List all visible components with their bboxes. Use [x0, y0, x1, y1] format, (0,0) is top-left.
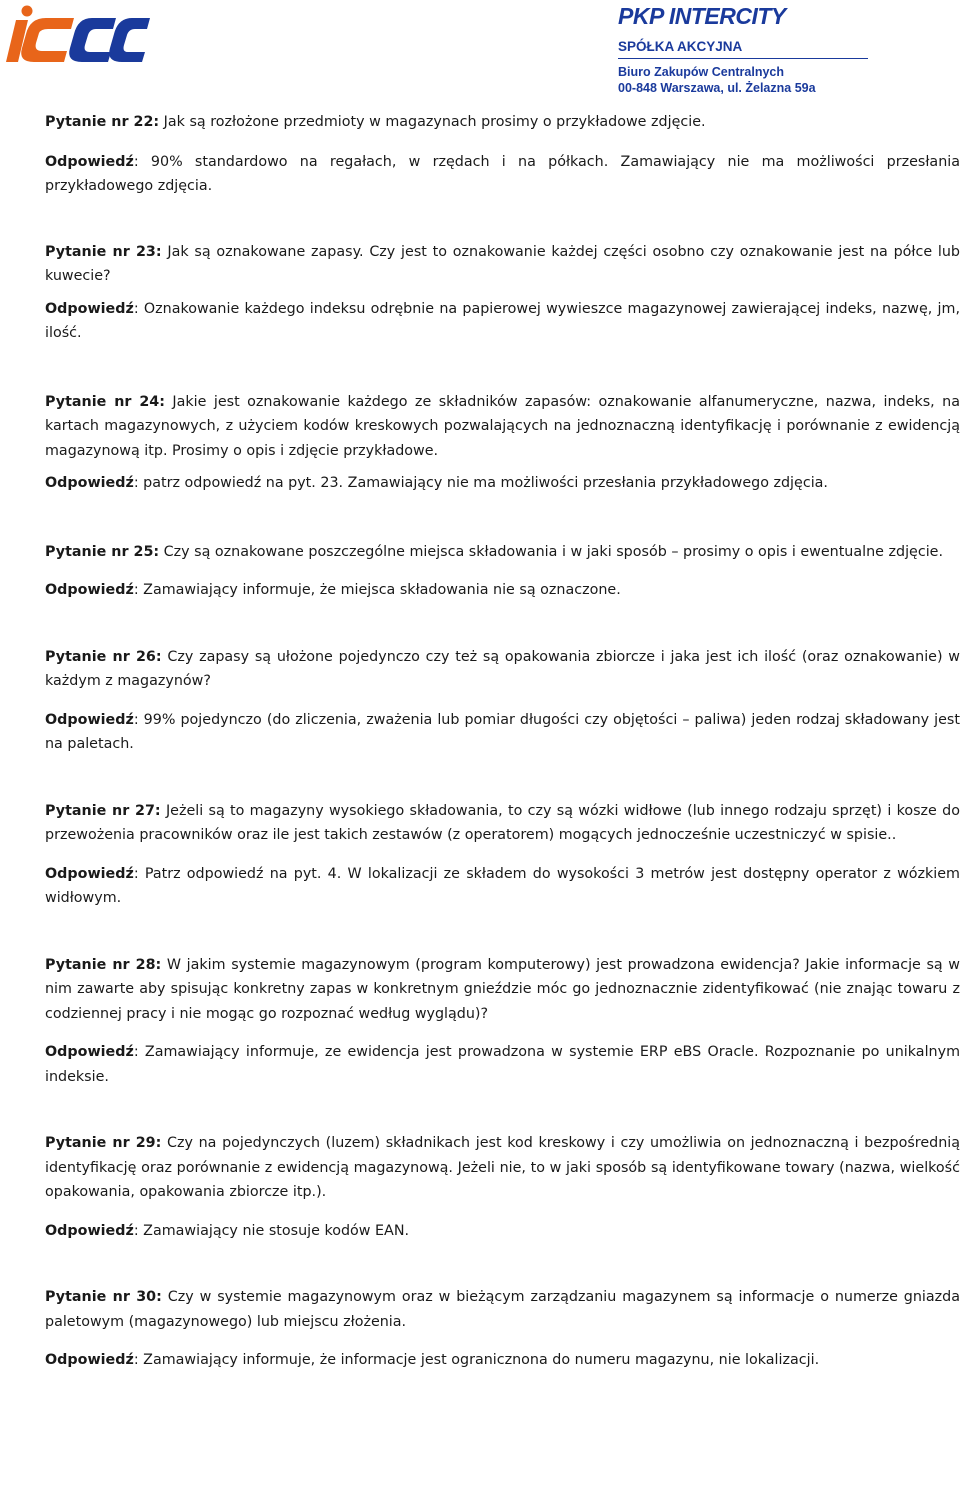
letterhead: [0, 0, 960, 100]
question-30: Pytanie nr 30: Czy w systemie magazynowym oraz w bieżącym zarządzaniu magazynem są informacje o numerze gniazda paletowym (magazynowego) lub miejscu złożenia.: [45, 1289, 960, 1330]
question-27: Pytanie nr 27: Jeżeli są to magazyny wysokiego składowania, to czy są wózki widłowe (lub innego rodzaju sprzęt) i kosze do przewożenia pracowników oraz ile jest takich zestawów (z operatorem) mogących jednocześnie uczestniczyć w spisie..: [45, 802, 960, 843]
question-23: Pytanie nr 23: Jak są oznakowane zapasy. Czy jest to oznakowanie każdej części osobno czy oznakowanie jest na półce lub kuwecie?: [45, 243, 960, 284]
answer-28: Odpowiedź: Zamawiający informuje, ze ewidencja jest prowadzona w systemie ERP eBS Oracle. Rozpoznanie po unikalnym indeksie.: [45, 1044, 960, 1085]
question-24: Pytanie nr 24: Jakie jest oznakowanie każdego ze składników zapasów: oznakowanie alfanumeryczne, nazwa, indeks, na kartach magazynowych, z użyciem kodów kreskowych pozwalających na jednoznaczną identyfikację i porównanie z ewidencją magazynową itp. Prosimy o opis i zdjęcie przykładowe.: [45, 393, 960, 459]
ic-logo-icon: [4, 4, 154, 66]
company-type: SPÓŁKA AKCYJNA: [618, 38, 868, 59]
qa-content: [45, 110, 960, 1373]
company-block: [618, 2, 868, 96]
office-address: 00-848 Warszawa, ul. Żelazna 59a: [618, 81, 816, 95]
answer-24: Odpowiedź: patrz odpowiedź na pyt. 23. Zamawiający nie ma możliwości przesłania przykładowego zdjęcia.: [45, 475, 828, 491]
answer-27: Odpowiedź: Patrz odpowiedź na pyt. 4. W lokalizacji ze składem do wysokości 3 metrów jest dostępny operator z wózkiem widłowym.: [45, 865, 960, 906]
answer-29: Odpowiedź: Zamawiający nie stosuje kodów EAN.: [45, 1222, 410, 1239]
office-name: Biuro Zakupów Centralnych: [618, 65, 784, 79]
answer-22: Odpowiedź: 90% standardowo na regałach, w rzędach i na półkach. Zamawiający nie ma możliwości przesłania przykładowego zdjęcia.: [45, 153, 960, 194]
question-29: Pytanie nr 29: Czy na pojedynczych (luzem) składnikach jest kod kreskowy i czy umożliwia on jednoznaczną i bezpośrednią identyfikację oraz porównanie z ewidencją magazynową. Jeżeli nie, to w jaki sposób są identyfikowane towary (nazwa, wielkość opakowania, opakowania zbiorcze itp.).: [45, 1135, 960, 1200]
answer-30: Odpowiedź: Zamawiający informuje, że informacje jest ogranicznona do numeru magazynu, nie lokalizacji.: [45, 1352, 820, 1368]
answer-25: Odpowiedź: Zamawiający informuje, że miejsca składowania nie są oznaczone.: [45, 582, 621, 598]
question-25: Pytanie nr 25: Czy są oznakowane poszczególne miejsca składowania i w jaki sposób – prosimy o opis i ewentualne zdjęcie.: [45, 543, 944, 560]
question-22: Pytanie nr 22: Jak są rozłożone przedmioty w magazynach prosimy o przykładowe zdjęcie.: [45, 114, 706, 130]
answer-23: Odpowiedź: Oznakowanie każdego indeksu odrębnie na papierowej wywieszce magazynowej zawierającej indeks, nazwę, jm, ilość.: [45, 300, 960, 341]
question-26: Pytanie nr 26: Czy zapasy są ułożone pojedynczo czy też są opakowania zbiorcze i jaka jest ich ilość (oraz oznakowanie) w każdym z magazynów?: [45, 648, 960, 689]
company-brand: PKP INTERCITY: [618, 3, 786, 29]
answer-26: Odpowiedź: 99% pojedynczo (do zliczenia, zważenia lub pomiar długości czy objętości – paliwa) jeden rodzaj składowany jest na paletach.: [45, 711, 960, 752]
question-28: Pytanie nr 28: W jakim systemie magazynowym (program komputerowy) jest prowadzona ewidencja? Jakie informacje są w nim zawarte aby spisując konkretny zapas w konkretnym gnieździe móc go jednoznacznie zidentyfikować (nie znając towaru z codziennej pracy i nie mogąc go rozpoznać według wyglądu)?: [45, 956, 960, 1022]
